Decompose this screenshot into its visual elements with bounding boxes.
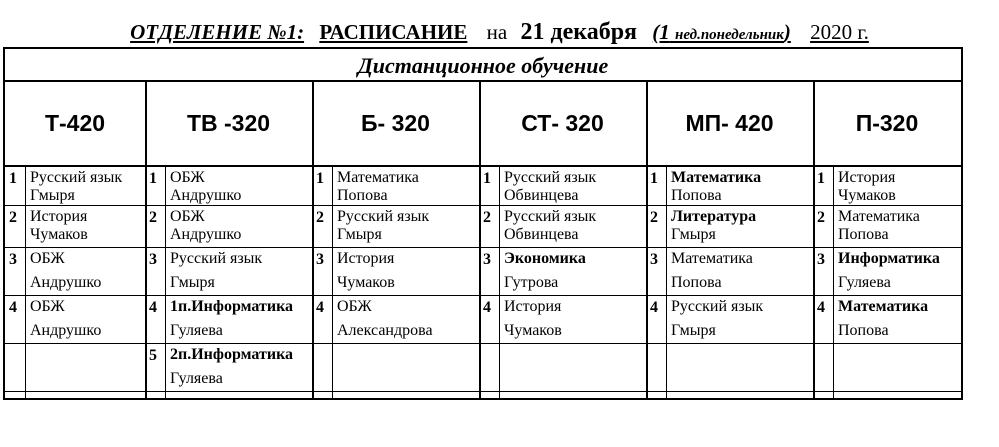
lesson-teacher: Александрова [337, 322, 433, 339]
lesson-row [5, 167, 145, 206]
group-column [312, 82, 479, 400]
lesson-row [5, 296, 145, 344]
schedule-label: РАСПИСАНИЕ [319, 20, 468, 44]
lesson-subject: Математика [337, 169, 419, 186]
lesson-number: 4 [483, 299, 491, 316]
lesson-subject: Русский язык [671, 298, 764, 315]
lesson-subject: Информатика [838, 250, 940, 267]
lesson-row [646, 248, 813, 296]
group-column [479, 82, 646, 400]
lesson-row [479, 296, 646, 344]
lesson-row [312, 206, 479, 248]
lesson-row [312, 296, 479, 344]
lesson-row [479, 167, 646, 206]
lesson-teacher: Чумаков [30, 226, 88, 243]
number-column-divider [332, 167, 333, 400]
lesson-teacher: Чумаков [838, 187, 896, 204]
lesson-subject: История [30, 208, 88, 225]
number-column-divider [25, 167, 26, 400]
group-name: Т-420 [5, 82, 145, 167]
lesson-row [479, 248, 646, 296]
lesson-subject: ОБЖ [170, 169, 205, 186]
column-divider [646, 82, 648, 400]
lesson-row [646, 296, 813, 344]
lesson-subject: Русский язык [337, 208, 430, 225]
lesson-teacher: Попова [838, 226, 889, 243]
group-name: Б- 320 [312, 82, 479, 167]
column-divider [813, 82, 815, 400]
lesson-teacher: Гутрова [504, 274, 559, 291]
number-column-divider [499, 167, 500, 400]
lesson-subject: Русский язык [504, 208, 597, 225]
lesson-teacher: Андрушко [170, 226, 242, 243]
group-name: П-320 [813, 82, 961, 167]
lesson-row [479, 344, 646, 392]
lesson-teacher: Попова [671, 187, 722, 204]
lesson-number: 1 [817, 170, 825, 187]
lesson-subject: ОБЖ [337, 298, 372, 315]
lesson-subject: ОБЖ [30, 250, 65, 267]
lesson-number: 5 [149, 347, 157, 364]
lesson-teacher: Попова [671, 274, 722, 291]
lesson-subject: История [504, 298, 562, 315]
lesson-row [813, 296, 961, 344]
lesson-subject: История [337, 250, 395, 267]
lesson-row [479, 206, 646, 248]
lesson-number: 2 [316, 209, 324, 226]
lesson-number: 2 [817, 209, 825, 226]
schedule-table [3, 47, 963, 400]
lesson-number: 1 [316, 170, 324, 187]
lesson-teacher: Обвинцева [504, 187, 579, 204]
lesson-subject: ОБЖ [170, 208, 205, 225]
lesson-row [813, 206, 961, 248]
lesson-row [5, 344, 145, 392]
lesson-number: 3 [149, 251, 157, 268]
lesson-number: 2 [149, 209, 157, 226]
lesson-subject: 1п.Информатика [170, 298, 294, 315]
lesson-teacher: Попова [838, 322, 889, 339]
on-label: на [486, 20, 508, 44]
lesson-subject: Экономика [504, 250, 586, 267]
group-name: ТВ -320 [145, 82, 312, 167]
number-column-divider [666, 167, 667, 400]
schedule-year: 2020 г. [810, 20, 869, 44]
lesson-number: 2 [9, 209, 17, 226]
group-name: СТ- 320 [479, 82, 646, 167]
lesson-number: 2 [483, 209, 491, 226]
lesson-teacher: Андрушко [30, 274, 102, 291]
lesson-teacher: Обвинцева [504, 226, 579, 243]
lesson-teacher: Гуляева [170, 322, 223, 339]
lesson-number: 4 [817, 299, 825, 316]
group-column [5, 82, 145, 400]
lesson-subject: Русский язык [30, 169, 123, 186]
lesson-row [145, 206, 312, 248]
lesson-teacher: Попова [337, 187, 388, 204]
distance-learning-banner: Дистанционное обучение [5, 49, 961, 82]
lesson-teacher: Гмыря [30, 187, 75, 204]
lesson-teacher: Чумаков [337, 274, 395, 291]
lesson-subject: 2п.Информатика [170, 346, 294, 363]
lesson-teacher: Гмыря [671, 322, 716, 339]
lesson-number: 1 [149, 170, 157, 187]
lesson-subject: ОБЖ [30, 298, 65, 315]
lesson-teacher: Чумаков [504, 322, 562, 339]
lesson-subject: Математика [838, 298, 929, 315]
lesson-subject: Литература [671, 208, 757, 225]
lesson-row [646, 167, 813, 206]
lesson-number: 1 [483, 170, 491, 187]
lesson-number: 3 [817, 251, 825, 268]
lesson-row [312, 167, 479, 206]
lesson-number: 3 [650, 251, 658, 268]
column-divider [479, 82, 481, 400]
group-column [145, 82, 312, 400]
lesson-row [813, 248, 961, 296]
lesson-number: 3 [9, 251, 17, 268]
lesson-number: 3 [316, 251, 324, 268]
group-column [646, 82, 813, 400]
week-label: (1 нед.понедельник) [652, 20, 791, 44]
lesson-row [145, 167, 312, 206]
lesson-row [813, 344, 961, 392]
group-column [813, 82, 961, 400]
document-title [0, 18, 999, 46]
number-column-divider [833, 167, 834, 400]
group-name: МП- 420 [646, 82, 813, 167]
lesson-row [145, 248, 312, 296]
lesson-number: 3 [483, 251, 491, 268]
lesson-number: 1 [9, 170, 17, 187]
lesson-teacher: Андрушко [30, 322, 102, 339]
lesson-row [5, 248, 145, 296]
schedule-date: 21 декабря [520, 19, 638, 45]
lesson-teacher: Гмыря [337, 226, 382, 243]
lesson-row [646, 344, 813, 392]
lesson-subject: Математика [838, 208, 920, 225]
lesson-number: 4 [149, 299, 157, 316]
lesson-teacher: Гмыря [671, 226, 716, 243]
lesson-row [813, 167, 961, 206]
lesson-subject: Математика [671, 250, 753, 267]
column-divider [145, 82, 147, 400]
lesson-number: 4 [316, 299, 324, 316]
lesson-teacher: Гуляева [170, 370, 223, 387]
lesson-subject: Русский язык [504, 169, 597, 186]
lesson-teacher: Андрушко [170, 187, 242, 204]
lesson-subject: Математика [671, 169, 762, 186]
lesson-teacher: Гмыря [170, 274, 215, 291]
lesson-subject: Русский язык [170, 250, 263, 267]
lesson-row [312, 248, 479, 296]
lesson-row [145, 344, 312, 392]
lesson-row [646, 206, 813, 248]
lesson-number: 4 [650, 299, 658, 316]
department-label: ОТДЕЛЕНИЕ №1: [130, 20, 305, 44]
lesson-subject: История [838, 169, 896, 186]
lesson-number: 2 [650, 209, 658, 226]
lesson-number: 4 [9, 299, 17, 316]
lesson-row [312, 344, 479, 392]
lesson-row [145, 296, 312, 344]
number-column-divider [165, 167, 166, 400]
column-divider [312, 82, 314, 400]
lesson-number: 1 [650, 170, 658, 187]
lesson-teacher: Гуляева [838, 274, 891, 291]
lesson-row [5, 206, 145, 248]
